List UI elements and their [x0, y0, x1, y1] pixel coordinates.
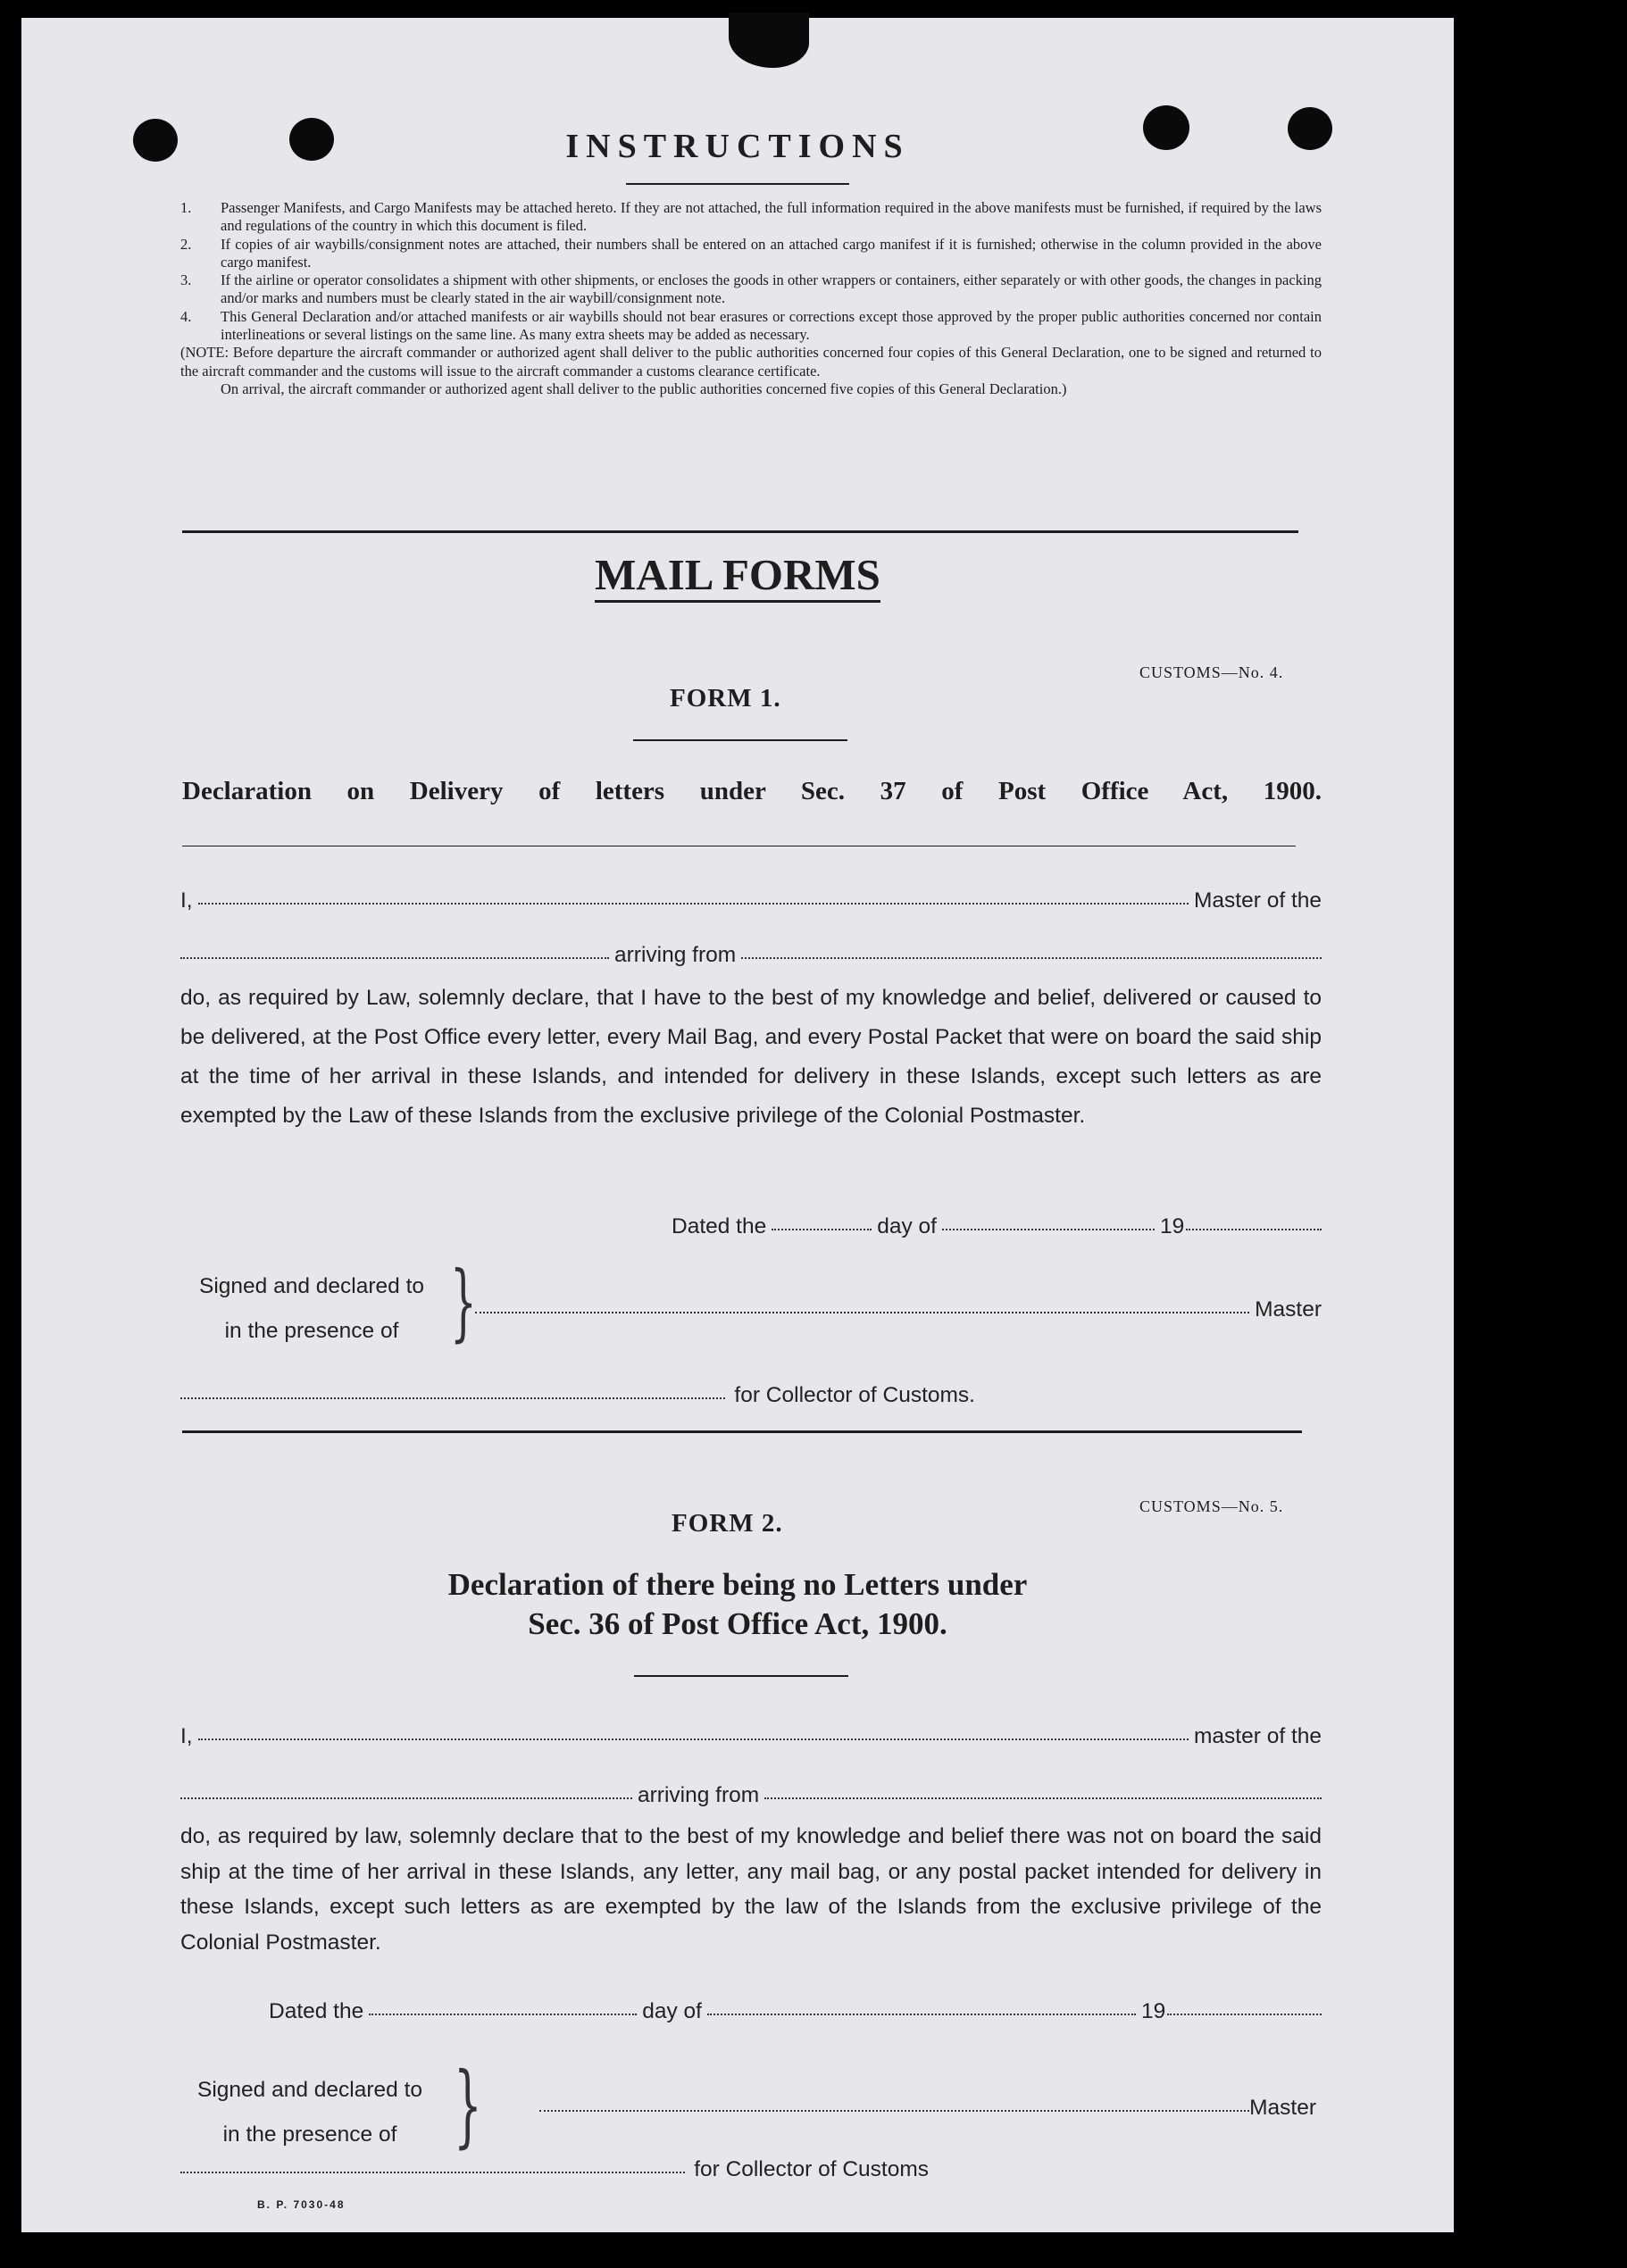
form2-brace: } [454, 2053, 482, 2157]
instruction-number: 4. [180, 307, 192, 325]
form2-body: do, as required by law, solemnly declare that to the best of my knowledge and belief there was not on board the said ship at the time of her arrival in these Islands, any letter, any mail bag, or any postal packet intended for delivery in these Islands, except such letters as are exempted by the law of the Islands from the exclusive privilege of the Colonial Postmaster. [180, 1824, 1322, 1955]
form2-title: FORM 2. [672, 1509, 783, 1538]
instruction-text: Passenger Manifests, and Cargo Manifests may be attached hereto. If they are not attached, the full information required in the above manifests must be furnished, if required by the laws and regulations of the country in which this document is filed. [221, 199, 1322, 235]
form2-collector-line [180, 2157, 929, 2182]
instruction-number: 1. [180, 199, 192, 216]
instructions-list [180, 199, 1322, 398]
form2-year-label: 19 [1141, 1999, 1166, 2023]
form2-master-signature-field[interactable] [539, 2110, 1249, 2112]
form2-declaration-heading [21, 1565, 1454, 1644]
top-notch [729, 13, 809, 68]
instructions-underline [626, 183, 849, 185]
form-divider [182, 1430, 1302, 1433]
instruction-text: This General Declaration and/or attached manifests or air waybills should not bear erasures or corrections except those approved by the proper public authorities concerned nor contain interlineations or several listings on the same line. As many extra sheets may be added as necessary. [221, 307, 1322, 344]
instruction-note-arrival: On arrival, the aircraft commander or authorized agent shall deliver to the public authorities concerned five copies of this General Declaration.) [221, 379, 1067, 397]
form2-heading-rule [634, 1675, 848, 1677]
form2-customs-number: CUSTOMS—No. 5. [1139, 1497, 1284, 1515]
form2-master-line [180, 1724, 1322, 1749]
form1-arriving-line [180, 943, 1322, 968]
document-page [21, 18, 1454, 2232]
form1-master-signature-field[interactable] [475, 1312, 1249, 1313]
mail-forms-title [21, 549, 1454, 600]
instruction-item [180, 236, 1322, 272]
form1-signed-line2: in the presence of [224, 1319, 399, 1343]
form1-title-rule [633, 739, 847, 741]
form2-day-of-label: day of [642, 1999, 702, 2023]
form1-year-field[interactable] [1186, 1229, 1322, 1230]
form2-day-field[interactable] [369, 2014, 637, 2015]
form1-collector-signature-field[interactable] [180, 1397, 725, 1399]
form2-i-label: I, [180, 1724, 193, 1748]
form2-master-of-label: master of the [1194, 1724, 1322, 1748]
form2-year-field[interactable] [1167, 2014, 1322, 2015]
form2-signed-line1: Signed and declared to [197, 2078, 422, 2102]
form1-brace: } [450, 1254, 477, 1351]
form2-signed-line2: in the presence of [222, 2122, 397, 2147]
form1-master-label: Master [1255, 1297, 1322, 1322]
form1-signed-label [182, 1264, 441, 1354]
instructions-heading: INSTRUCTIONS [565, 128, 910, 165]
form2-arriving-line [180, 1783, 1322, 1808]
section-divider [182, 530, 1298, 533]
form1-day-field[interactable] [772, 1229, 872, 1230]
form1-origin-field[interactable] [741, 957, 1322, 959]
form2-signed-label [180, 2068, 439, 2157]
form1-collector-line [180, 1383, 975, 1408]
form1-day-of-label: day of [877, 1214, 937, 1238]
form1-signed-line1: Signed and declared to [199, 1274, 424, 1298]
form1-title: FORM 1. [670, 684, 781, 713]
form1-declaration-heading: Declaration on Delivery of letters under Sec. 37 of Post Office Act, 1900. [182, 777, 1322, 805]
form1-dated-label: Dated the [672, 1214, 767, 1238]
form1-master-line [180, 888, 1322, 913]
form1-arriving-label: arriving from [614, 943, 737, 967]
mail-forms-title-text: MAIL FORMS [595, 550, 880, 603]
form-code: B. P. 7030-48 [257, 2198, 346, 2211]
form1-master-sign-line [475, 1297, 1322, 1322]
form2-origin-field[interactable] [764, 1797, 1322, 1799]
form2-dated-label: Dated the [269, 1999, 364, 2023]
form1-master-of-label: Master of the [1194, 888, 1322, 913]
form2-master-sign-line [539, 2096, 1316, 2121]
instruction-item [180, 271, 1322, 308]
instruction-number: 3. [180, 271, 192, 289]
form2-master-label: Master [1249, 2096, 1316, 2120]
form1-name-field[interactable] [198, 903, 1189, 905]
form1-collector-label: for Collector of Customs. [734, 1383, 975, 1407]
form1-customs-number: CUSTOMS—No. 4. [1139, 663, 1284, 681]
form2-declaration-line2: Sec. 36 of Post Office Act, 1900. [528, 1606, 947, 1641]
form1-month-field[interactable] [942, 1229, 1155, 1230]
instruction-text: If copies of air waybills/consignment notes are attached, their numbers shall be entered on an attached cargo manifest if it is furnished; otherwise in the column provided in the above cargo manifest. [221, 235, 1322, 271]
instruction-number: 2. [180, 235, 192, 253]
form1-year-label: 19 [1160, 1214, 1185, 1238]
instruction-item [180, 199, 1322, 236]
instruction-text: If the airline or operator consolidates a shipment with other shipments, or encloses the goods in other wrappers or containers, either separately or with other goods, the changes in packing and/or marks and numbers must be clearly stated in the air waybill/consignment note. [221, 271, 1322, 307]
form2-arriving-label: arriving from [638, 1783, 760, 1807]
form1-dated-line [672, 1214, 1322, 1239]
form2-ship-field[interactable] [180, 1797, 632, 1799]
form2-dated-line [269, 1999, 1322, 2024]
form2-name-field[interactable] [198, 1739, 1189, 1740]
form1-i-label: I, [180, 888, 193, 913]
form1-ship-field[interactable] [180, 957, 609, 959]
form2-collector-signature-field[interactable] [180, 2172, 685, 2173]
instruction-note: (NOTE: Before departure the aircraft commander or authorized agent shall deliver to the public authorities concerned four copies of this General Declaration, one to be signed and returned to the aircraft commander and the customs will issue to the aircraft commander a customs clearance certificate. [180, 344, 1322, 379]
form2-month-field[interactable] [707, 2014, 1136, 2015]
form2-collector-label: for Collector of Customs [694, 2157, 929, 2181]
form1-body: do, as required by Law, solemnly declare, that I have to the best of my knowledge and belief, delivered or caused to be delivered, at the Post Office every letter, every Mail Bag, and every Postal Packet that were on board the said ship at the time of her arrival in these Islands, and intended for delivery in these Islands, except such letters as are exempted by the Law of these Islands from the exclusive privilege of the Colonial Postmaster. [180, 986, 1322, 1128]
instruction-item [180, 308, 1322, 345]
form2-declaration-line1: Declaration of there being no Letters under [447, 1567, 1028, 1602]
